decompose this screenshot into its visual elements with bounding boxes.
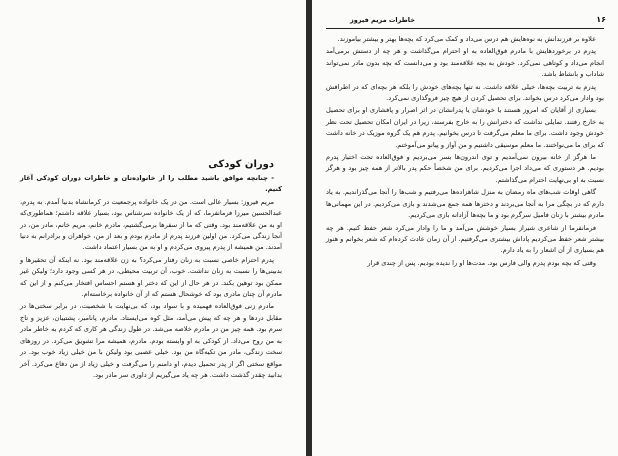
- paragraph: پدرم در برخوردهایش با مادرم فوق‌العاده به او احترام می‌گذاشت و هر چه از دستش برمی‌آمد انجام می‌داد و کوتاهی نمی‌کرد. خودش به بچه علاقه‌مند بود و می‌دانست که بچه بدون مادر نمی‌تواند شاداب و بانشاط باشد.: [326, 47, 604, 79]
- right-page: [312, 0, 618, 456]
- paragraph: فرمانفرما از شاعری شیراز بسیار خوشش می‌آمد و ما را وادار می‌کرد شعر حفظ کنیم. هر چه بیشتر شعر حفظ می‌کردیم پاداش بیشتری می‌گرفتیم. از آن زمان عادت کرده‌ام که شعر بخوانم و هنوز هم بسیاری از آن اشعار را به یاد دارم.: [326, 223, 604, 255]
- paragraph: پدرم به تربیت بچه‌ها، خیلی علاقه داشت. نه تنها بچه‌های خودش را بلکه هر بچه‌ای که در اطرافش بود وادار می‌کرد درس بخواند. برای تحصیل کردن از هیچ چیز فروگذاری نمی‌کرد.: [326, 82, 604, 103]
- paragraph: مادرم زنی فوق‌العاده فهمیده و با سواد بود، که بی‌نهایت با شخصیت، در برابر سختی‌ها در مقابل دردها و هر چه که پیش می‌آمد، مثل کوه می‌ایستاد. مادرم، پانامبر، پشتیبان، عزیز و تاج سرم بود. همه چیز من در مادرم خلاصه می‌شد. در طول زندگی هر کاری که کردم به خاطر مادر به من روح می‌داد. از کودکی به او وابسته بودم. مادرم، همیشه مرا تشویق می‌کرد. در روزهای سخت زندگی، مادر من تکیه‌گاه من بود. خیلی عصبی بود ولیکن با من خیلی زیاد خوب بود. در مواقع سختی اگر از پدر تحمیل دیدم، او دامنم را می‌گرفت و خیلی زیاد از من دفاع می‌کرد. آخر بدانید چقدر گذشت داشت. هر چه یاد می‌گیریم از داوری سر مادر بود.: [20, 302, 282, 379]
- section-title: دوران کودکی: [208, 159, 274, 170]
- left-page-body: [20, 158, 282, 382]
- paragraph: پدرم احترام خاصی نسبت به زنان رفتار می‌کرد؟ به زن علاقه‌مند بود. نه اینکه آن تحقیرها و بدبینی‌ها را نسبت به زنان نداشت. خوب، آن تربیت محیطی، در هر کسی وجود دارد؛ ولیکن غیر ممکن بود توهین بکند. در هر حال از این که دختر او هستم احساس افتخار می‌کنم و از این که مادرم آن چنان مادری بود که خوشحال هستم که از آن خانواده برخاسته‌ام.: [20, 255, 282, 299]
- paragraph: گاهی اوقات شب‌های ماه رمضان به منزل شاهزاده‌ها می‌رفتیم و شب‌ها را آنجا می‌گذراندیم. به یاد دارم که در بچگی مرا به آنجا می‌بردند و دخترها همه جمع می‌شدند و بازی می‌کردیم. در این مهمانی‌ها مادرم بیشتر با زنان فامیل سرگرم بود و ما بچه‌ها آزادانه بازی می‌کردیم.: [326, 188, 604, 220]
- section-subtitle: - چنانچه موافق باشید مطلب را از خانواده‌تان و خاطرات دوران کودکی آغاز کنیم.: [20, 174, 282, 194]
- right-page-body: [326, 34, 604, 270]
- header-rule: [326, 28, 604, 29]
- paragraph: علاوه بر فرزندانش به نوه‌هایش هم درس می‌داد و کمک می‌کرد که بچه‌ها بهتر و بیشتر بیاموزند.: [337, 35, 596, 43]
- paragraph: وقتی که بچه بودم پدرم والی فارس بود. مدت‌ها او را ندیده بودیم. پس از چندی قرار: [367, 258, 596, 267]
- running-head: خاطرات مریم فیروز: [350, 16, 415, 24]
- paragraph: مریم فیروز: بسیار عالی است. من در یک خانواده پرجمعیت در کرمانشاه بدنیا آمدم. به پدرم، عبدالحسین میرزا فرمانفرما، که از یک خانواده سرشناس بود، بسیار علاقه داشتم؛ هماطوری‌که او به من علاقه‌مند بود. وقتی که ما از سفرها برمی‌گشتیم، مادرم خانم، مریم خانم، مادر من، در آنجا زندگی می‌کرد. من اولین فرزند پدرم از مادرم بودم و بعد از من، خواهران و برادرانم به دنیا آمدند. من همیشه از پدرم پیروی می‌کردم و او به من بسیار اعتماد داشت.: [20, 197, 282, 252]
- paragraph: ما هرگز از خانه بیرون نمی‌آمدیم و توی اندرون‌ها بسر می‌بردیم و فوق‌العاده تحت اختیار پدرم بودیم. هر دستوری که می‌داد اجرا می‌کردیم. برای من شخصاً حکم پدر بالاتر از همه چیز بود و هرگز نسبت به او بی‌نهایت احترام می‌گذاشتم.: [326, 153, 604, 184]
- left-page: [0, 0, 306, 456]
- page-number: ۱۶: [596, 15, 606, 24]
- paragraph: بسیاری از آقایان که امروز هستند یا خودشان یا پدرانشان در اثر اصرار و پافشاری او برای تحصیل به خارج رفتند. تمایلی نداشت که دخترانش را به خارج بفرستد، زیرا در ایران امکان تحصیل تحت نظر خودش وجود داشت. برای ما معلم می‌گرفت تا درس بخوانیم. پدرم هم یک گروه موزیک در خانه داشت که برای ما می‌نواختند. ما معلم موسیقی داشتیم و من آواز و پیانو می‌آموختم.: [326, 106, 604, 149]
